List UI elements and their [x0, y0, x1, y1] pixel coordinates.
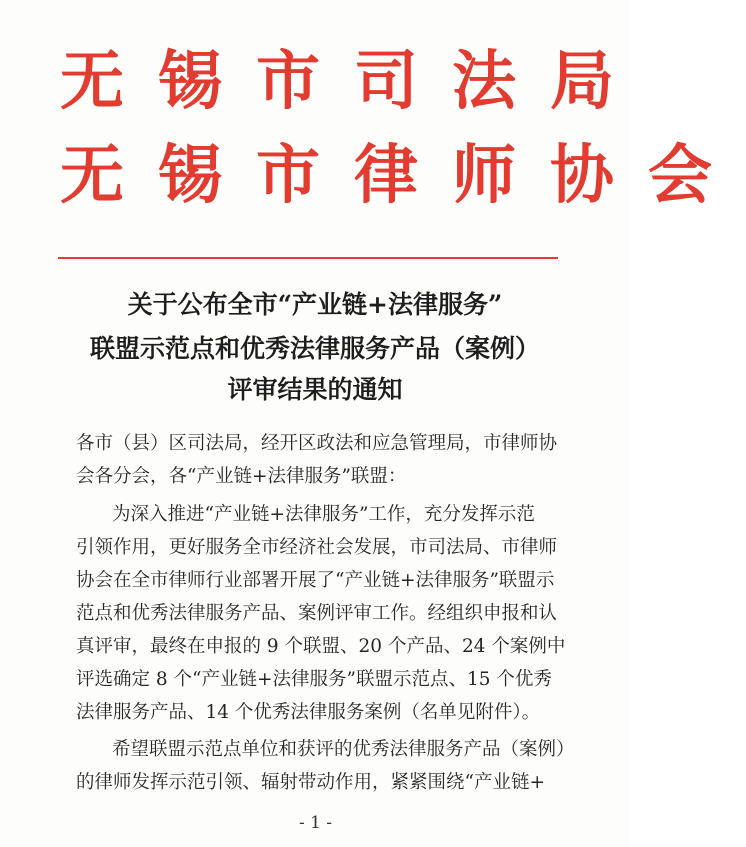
body-line: 引领作用，更好服务全市经济社会发展，市司法局、市律师 [76, 537, 558, 558]
body-line: 会各分会，各“产业链+法律服务”联盟： [76, 466, 407, 487]
body-line: 协会在全市律师行业部署开展了“产业链+法律服务”联盟示 [76, 570, 555, 591]
page-number: - 1 - [298, 813, 333, 833]
notice-title-line-3: 评审结果的通知 [227, 375, 403, 404]
red-header-rule [58, 257, 558, 259]
body-line: 范点和优秀法律服务产品、案例评审工作。经组织申报和认 [76, 603, 558, 624]
body-line: 真评审，最终在申报的 9 个联盟、20 个产品、24 个案例中 [76, 636, 566, 657]
body-line: 希望联盟示范点单位和获评的优秀法律服务产品（案例） [112, 739, 575, 760]
body-line: 各市（县）区司法局，经开区政法和应急管理局，市律师协 [76, 433, 558, 454]
body-line: 的律师发挥示范引领、辐射带动作用，紧紧围绕“产业链+ [76, 772, 545, 793]
notice-title-line-2: 联盟示范点和优秀法律服务产品（案例） [89, 334, 540, 363]
issuer-name-justice-bureau: 无锡市司法局 [60, 44, 648, 119]
body-line: 法律服务产品、14 个优秀法律服务案例（名单见附件）。 [76, 702, 541, 723]
issuer-name-lawyers-association: 无锡市律师协会 [60, 138, 746, 213]
notice-title-line-1: 关于公布全市“产业链+法律服务” [127, 290, 503, 319]
body-line: 为深入推进“产业链+法律服务”工作，充分发挥示范 [112, 504, 535, 525]
body-line: 评选确定 8 个“产业链+法律服务”联盟示范点、15 个优秀 [76, 669, 552, 690]
